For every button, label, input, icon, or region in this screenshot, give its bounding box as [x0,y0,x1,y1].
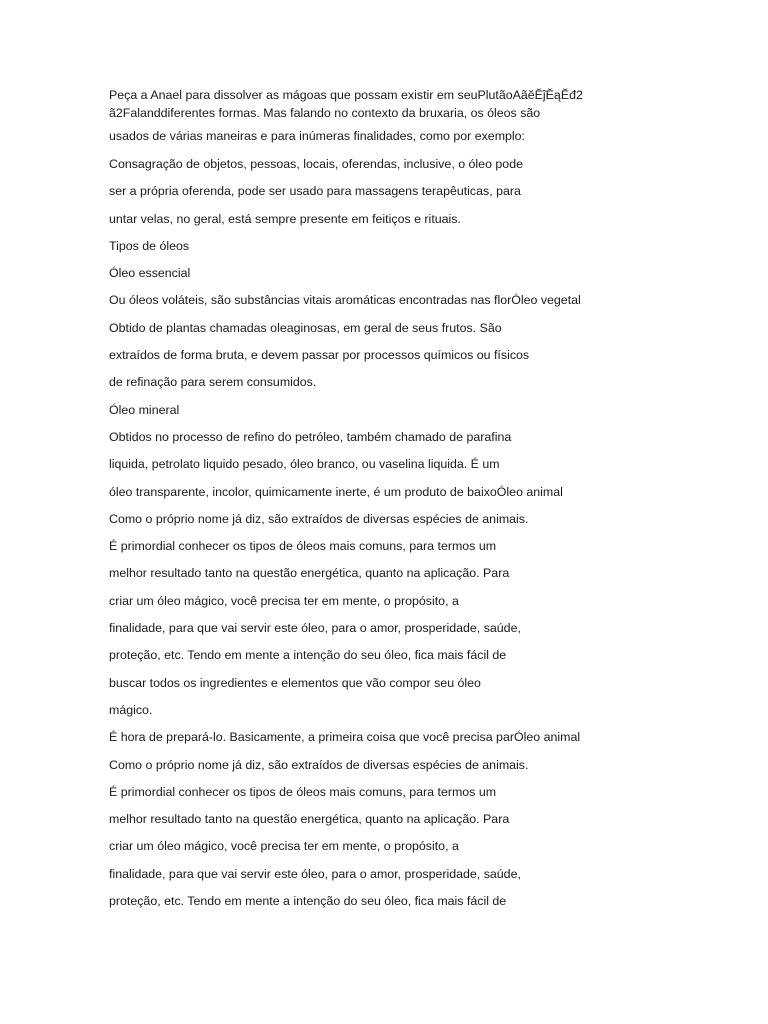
text-line: Obtido de plantas chamadas oleaginosas, em geral de seus frutos. São [109,320,502,335]
section-heading: Tipos de óleos [109,238,190,253]
text-line: Peça a Anael para dissolver as mágoas que possam existir em seuPlutãoAãĕĔĵĚąĔđ2 [109,88,583,102]
subsection-heading: Óleo mineral [109,402,180,417]
text-line: finalidade, para que vai servir este óleo, para o amor, prosperidade, saúde, [109,866,521,881]
text-line: ã2Falanddiferentes formas. Mas falando no contexto da bruxaria, os óleos são [109,106,541,120]
text-line: finalidade, para que vai servir este óleo, para o amor, prosperidade, saúde, [109,621,521,636]
text-line: É hora de prepará-lo. Basicamente, a primeira coisa que você precisa parÓleo animal [109,730,581,745]
text-line: Ou óleos voláteis, são substâncias vitais aromáticas encontradas nas florÓleo vegetal [109,293,581,308]
text-line: buscar todos os ingredientes e elementos que vão compor seu óleo [109,675,481,690]
text-line: untar velas, no geral, está sempre presente em feitiços e rituais. [109,211,461,226]
text-line: de refinação para serem consumidos. [109,375,317,390]
text-line: óleo transparente, incolor, quimicamente inerte, é um produto de baixoÓleo animal [109,484,563,499]
text-line: mágico. [109,702,153,717]
text-line: criar um óleo mágico, você precisa ter em mente, o propósito, a [109,593,459,608]
text-line: ser a própria oferenda, pode ser usado para massagens terapêuticas, para [109,184,521,199]
subsection-heading: Óleo essencial [109,266,191,281]
text-line: extraídos de forma bruta, e devem passar por processos químicos ou físicos [109,348,530,363]
text-line: proteção, etc. Tendo em mente a intenção do seu óleo, fica mais fácil de [109,648,507,663]
text-line: criar um óleo mágico, você precisa ter em mente, o propósito, a [109,839,459,854]
text-line: É primordial conhecer os tipos de óleos mais comuns, para termos um [109,784,497,799]
text-line: proteção, etc. Tendo em mente a intenção do seu óleo, fica mais fácil de [109,894,507,909]
text-line: É primordial conhecer os tipos de óleos mais comuns, para termos um [109,539,497,554]
document-body [109,86,709,915]
text-line: Consagração de objetos, pessoas, locais, oferendas, inclusive, o óleo pode [109,157,523,171]
text-line: usados de várias maneiras e para inúmeras finalidades, como por exemplo: [109,129,525,143]
text-line: melhor resultado tanto na questão energética, quanto na aplicação. Para [109,566,510,581]
text-line: Obtidos no processo de refino do petróleo, também chamado de parafina [109,429,512,444]
text-line: Como o próprio nome já diz, são extraídos de diversas espécies de animais. [109,757,529,772]
text-line: melhor resultado tanto na questão energética, quanto na aplicação. Para [109,812,510,827]
text-line: liquida, petrolato liquido pesado, óleo branco, ou vaselina liquida. É um [109,457,500,472]
text-line: Como o próprio nome já diz, são extraídos de diversas espécies de animais. [109,511,529,526]
